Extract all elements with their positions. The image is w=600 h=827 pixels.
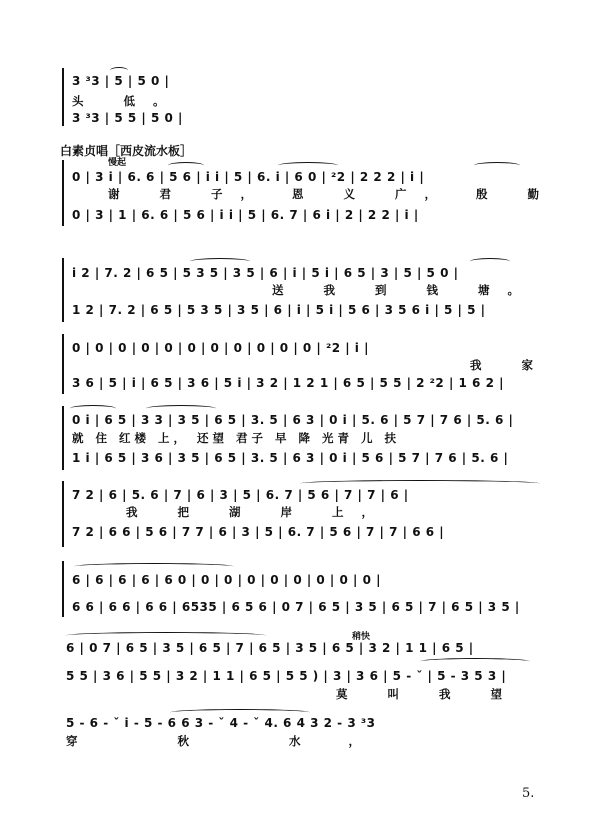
slur-mark — [146, 405, 216, 412]
notes-line: 0 | 3 i | 6. 6 | 5 6 | i i | 5 | 6. i | 6 0 | ²2 | 2 2 2 | i | — [72, 170, 425, 184]
section-title: 白素贞唱［西皮流水板］ — [60, 144, 193, 158]
lyrics-line: 送 我 到 钱 塘。 — [272, 283, 538, 297]
slur-mark — [278, 162, 338, 169]
tempo-mark: 稍快 — [352, 632, 371, 642]
system-bracket — [62, 406, 67, 470]
lyrics-line: 穿 秋 水， — [66, 734, 409, 748]
notes-line: 6 | 0 7 | 6 5 | 3 5 | 6 5 | 7 | 6 5 | 3 5 | 6 5 | 3 2 | 1 1 | 6 5 | — [66, 641, 474, 655]
tempo-mark: 慢起 — [108, 158, 127, 168]
notes-line: 7 2 | 6 6 | 5 6 | 7 7 | 6 | 3 | 5 | 6. 7 | 5 6 | 7 | 7 | 6 6 | — [72, 525, 445, 539]
notes-line: 1 i | 6 5 | 3 6 | 3 5 | 6 5 | 3. 5 | 6 3 | 0 i | 5 6 | 5 7 | 7 6 | 5. 6 | — [72, 451, 509, 465]
slur-mark — [70, 405, 116, 412]
notes-line: 6 | 6 | 6 | 6 | 6 0 | 0 | 0 | 0 | 0 | 0 | 0 | 0 | 0 | — [72, 573, 381, 587]
notes-line: 5 5 | 3 6 | 5 5 | 3 2 | 1 1 | 6 5 | 5 5 ) | 3 | 3 6 | 5 - ˇ | 5 - 3 5 3 | — [66, 669, 507, 683]
notes-line: 6 6 | 6 6 | 6 6 | 6535 | 6 5 6 | 0 7 | 6 5 | 3 5 | 6 5 | 7 | 6 5 | 3 5 | — [72, 600, 520, 614]
system-bracket — [62, 68, 67, 126]
notes-line: 0 | 0 | 0 | 0 | 0 | 0 | 0 | 0 | 0 | 0 | 0 | ²2 | i | — [72, 341, 369, 355]
slur-mark — [420, 658, 530, 665]
system-bracket — [62, 334, 67, 394]
slur-mark — [300, 480, 540, 487]
notes-line: 0 i | 6 5 | 3 3 | 3 5 | 6 5 | 3. 5 | 6 3 | 0 i | 5. 6 | 5 7 | 7 6 | 5. 6 | — [72, 413, 514, 427]
slur-mark — [470, 258, 510, 265]
lyrics-line: 我 家 — [470, 358, 552, 372]
slur-mark — [74, 563, 234, 570]
slur-mark — [474, 162, 520, 169]
lyrics-line: 谢 君 子， 恩 义 广， 殷 勤 — [108, 187, 558, 201]
slur-mark — [190, 258, 250, 265]
notes-line: 5 - 6 - ˇ i - 5 - 6 6 3 - ˇ 4 - ˇ 4. 6 4 3 2 - 3 ³3 — [66, 716, 376, 730]
notes-line: i 2 | 7. 2 | 6 5 | 5 3 5 | 3 5 | 6 | i | 5 i | 6 5 | 3 | 5 | 5 0 | — [72, 266, 459, 280]
slur-mark — [170, 709, 310, 716]
system-bracket — [62, 481, 67, 547]
notes-line: 3 ³3 | 5 | 5 0 | — [72, 74, 170, 88]
page-number: 5. — [522, 786, 535, 801]
notes-line: 1 2 | 7. 2 | 6 5 | 5 3 5 | 3 5 | 6 | i | 5 i | 5 6 | 3 5 6 i | 5 | 5 | — [72, 303, 486, 317]
lyrics-line: 就 住 红楼 上， 还望 君子 早 降 光青 儿 扶 — [72, 431, 401, 445]
lyrics-line: 头 低。 — [72, 94, 183, 108]
notes-line: 3 6 | 5 | i | 6 5 | 3 6 | 5 i | 3 2 | 1 2 1 | 6 5 | 5 5 | 2 ²2 | 1 6 2 | — [72, 376, 504, 390]
slur-mark — [168, 162, 204, 169]
notes-line: 0 | 3 | 1 | 6. 6 | 5 6 | i i | 5 | 6. 7 | 6 i | 2 | 2 2 | i | — [72, 208, 419, 222]
system-bracket — [62, 160, 67, 226]
system-bracket — [62, 258, 67, 322]
notes-line: 7 2 | 6 | 5. 6 | 7 | 6 | 3 | 5 | 6. 7 | 5 6 | 7 | 7 | 6 | — [72, 488, 409, 502]
system-bracket — [62, 561, 67, 617]
slur-mark — [110, 67, 128, 74]
lyrics-line: 莫 叫 我 望 — [336, 687, 521, 701]
slur-mark — [66, 632, 266, 639]
lyrics-line: 我 把 湖 岸 上， — [126, 505, 392, 519]
notes-line: 3 ³3 | 5 5 | 5 0 | — [72, 111, 183, 125]
